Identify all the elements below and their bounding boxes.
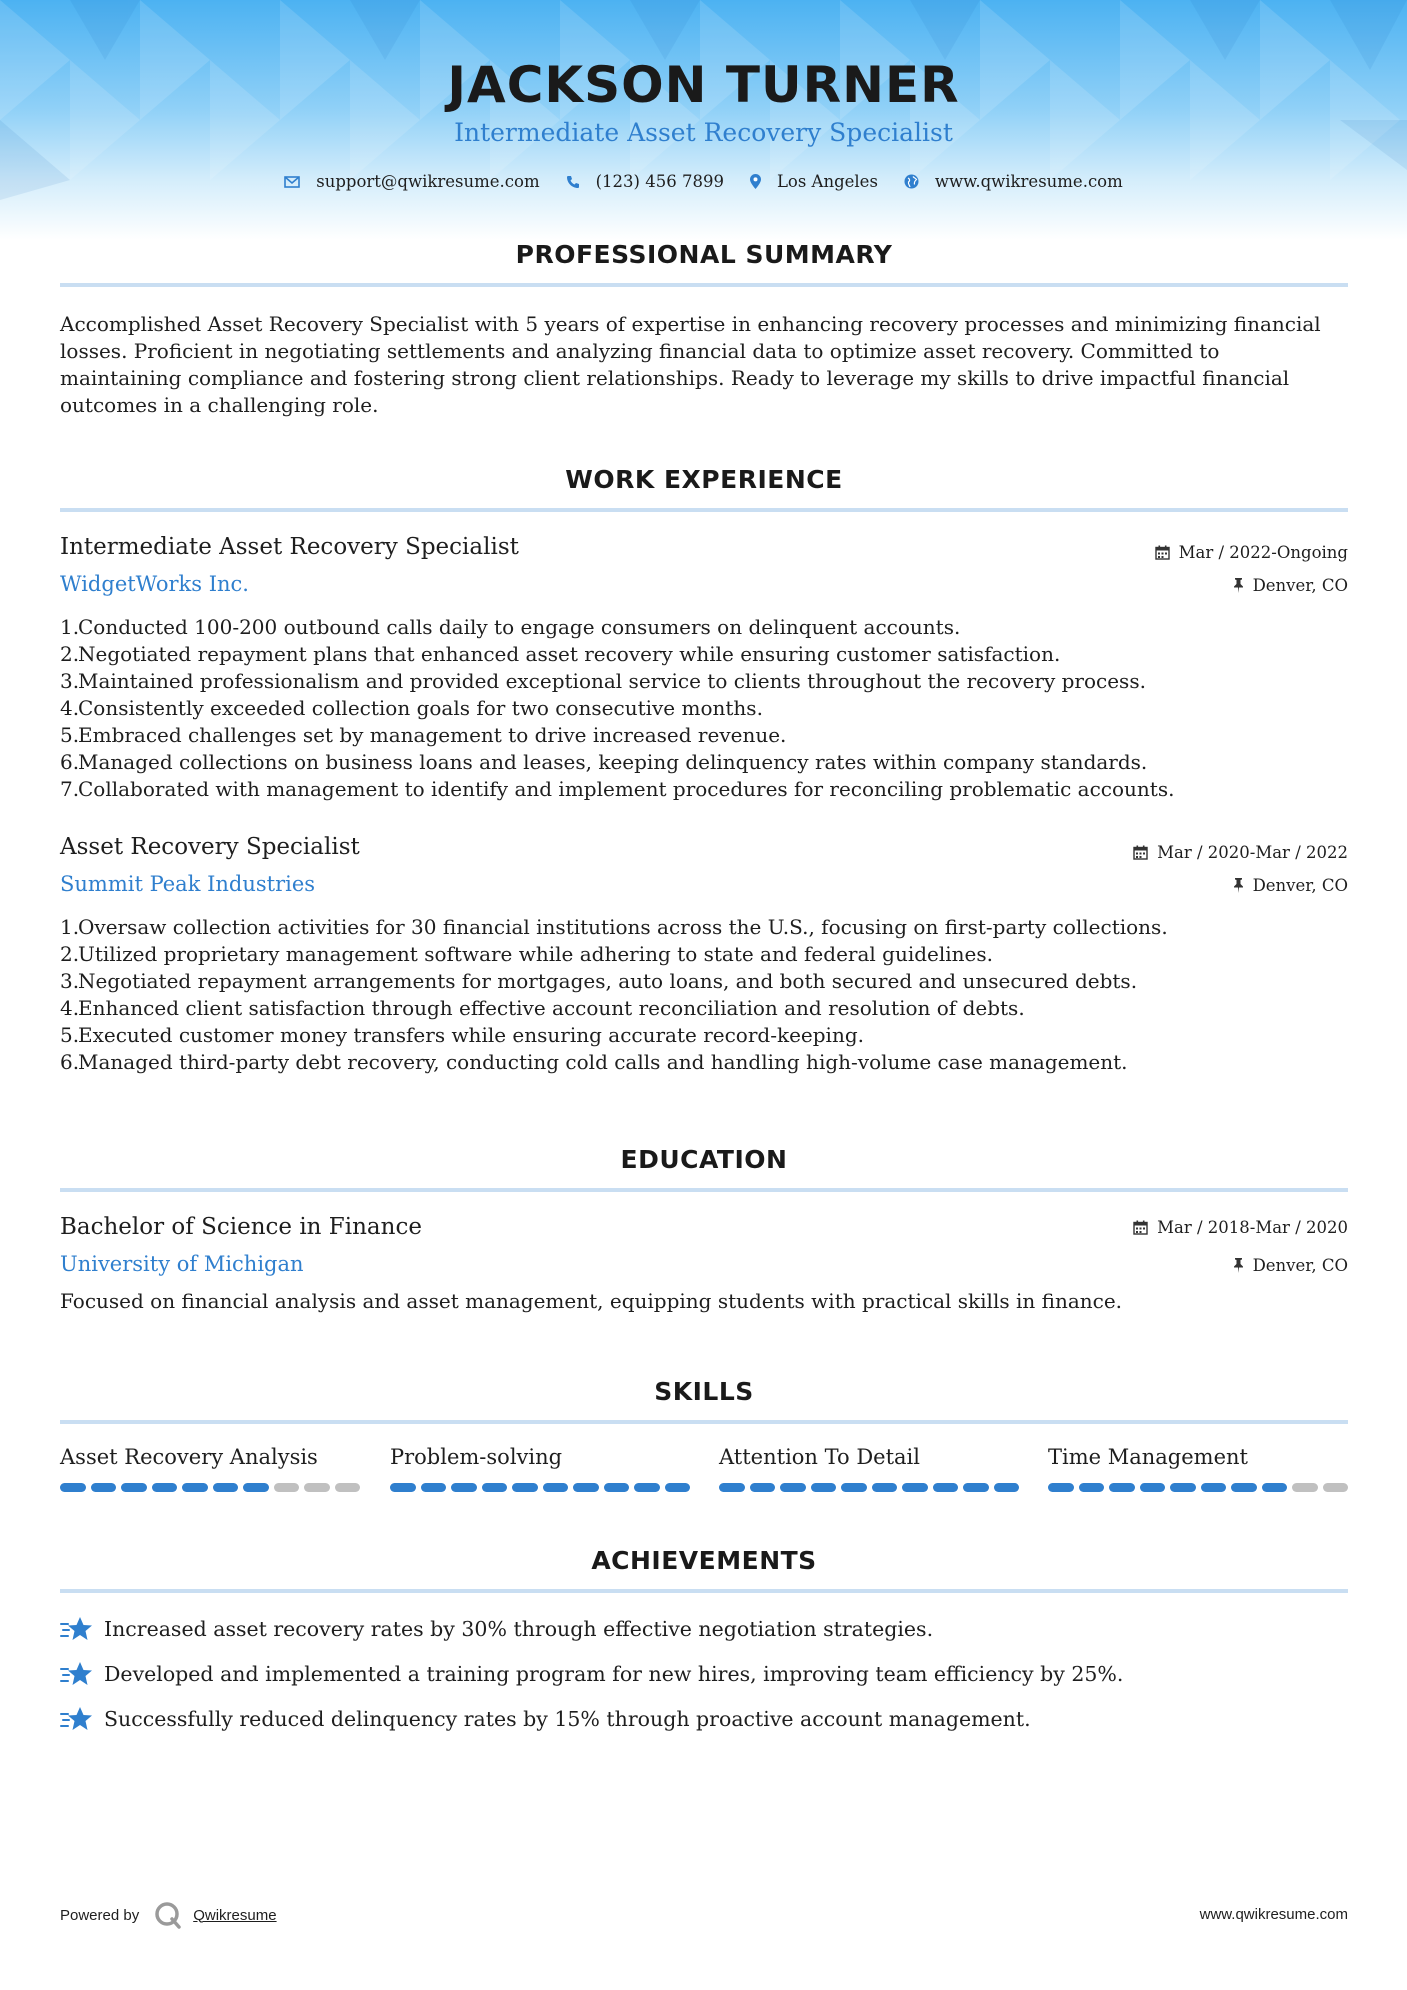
skill-segment-filled [902, 1483, 928, 1492]
skill-segment-empty [1323, 1483, 1349, 1492]
calendar-icon [1133, 1220, 1148, 1235]
location-text: Denver, CO [1252, 576, 1348, 595]
achievement-item [60, 1615, 933, 1643]
location-text: Denver, CO [1252, 876, 1348, 895]
bullet-text: Negotiated repayment plans that enhanced asset recovery while ensuring customer satisfaction. [78, 642, 1061, 666]
skill-segment-filled [665, 1483, 691, 1492]
skill-item [719, 1445, 1019, 1492]
phone-icon [566, 175, 580, 189]
section-title-skills: SKILLS [654, 1377, 754, 1406]
skill-segment-filled [841, 1483, 867, 1492]
skill-segment-filled [719, 1483, 745, 1492]
skill-segment-filled [543, 1483, 569, 1492]
skill-segment-filled [963, 1483, 989, 1492]
skill-name: Asset Recovery Analysis [60, 1445, 318, 1469]
footer-website[interactable]: www.qwikresume.com [1199, 1906, 1348, 1923]
skill-segment-filled [780, 1483, 806, 1492]
dates-text: Mar / 2018-Mar / 2020 [1157, 1218, 1348, 1237]
calendar-icon [1133, 845, 1148, 860]
pushpin-icon [1233, 578, 1244, 593]
company-name: WidgetWorks Inc. [60, 572, 249, 596]
skill-segment-filled [451, 1483, 477, 1492]
list-item: 1. Conducted 100-200 outbound calls daily to engage consumers on delinquent accounts. [60, 615, 961, 639]
bullet-text: Oversaw collection activities for 30 financial institutions across the U.S., focusing on first-party collections. [78, 915, 1168, 939]
bullet-text: Managed collections on business loans and leases, keeping delinquency rates within company standards. [78, 750, 1148, 774]
skill-segment-filled [91, 1483, 117, 1492]
bullet-text: Executed customer money transfers while ensuring accurate record-keeping. [78, 1023, 864, 1047]
bullet-text: Managed third-party debt recovery, conducting cold calls and handling high-volume case management. [78, 1050, 1128, 1074]
skill-segment-filled [1231, 1483, 1257, 1492]
list-item: 2. Negotiated repayment plans that enhanced asset recovery while ensuring customer satisfaction. [60, 642, 1061, 666]
list-item: 6. Managed collections on business loans and leases, keeping delinquency rates within company standards. [60, 750, 1148, 774]
skill-segment-filled [421, 1483, 447, 1492]
bullet-text: Negotiated repayment arrangements for mortgages, auto loans, and both secured and unsecured debts. [78, 969, 1138, 993]
skill-segment-filled [872, 1483, 898, 1492]
brand-link[interactable]: Qwikresume [193, 1906, 277, 1924]
job-title: Asset Recovery Specialist [60, 834, 360, 860]
calendar-icon [1155, 545, 1170, 560]
skill-level-bar [719, 1483, 1019, 1492]
skill-segment-empty [274, 1483, 300, 1492]
section-divider [60, 1420, 1348, 1424]
summary-line: Accomplished Asset Recovery Specialist with 5 years of expertise in enhancing recovery processes and minimizing financial [60, 312, 1321, 336]
section-divider [60, 1188, 1348, 1192]
list-item: 1. Oversaw collection activities for 30 financial institutions across the U.S., focusing on first-party collections. [60, 915, 1168, 939]
skill-segment-empty [304, 1483, 330, 1492]
star-icon [60, 1660, 92, 1688]
skill-segment-filled [60, 1483, 86, 1492]
skill-segment-filled [811, 1483, 837, 1492]
skill-segment-filled [1170, 1483, 1196, 1492]
skill-segment-filled [213, 1483, 239, 1492]
globe-icon [904, 174, 919, 189]
skill-level-bar [1048, 1483, 1348, 1492]
job-location [1233, 876, 1348, 895]
contact-email[interactable] [284, 172, 539, 191]
achievement-text: Developed and implemented a training program for new hires, improving team efficiency by 25%. [104, 1662, 1124, 1686]
list-item: 4. Enhanced client satisfaction through effective account reconciliation and resolution of debts. [60, 996, 1025, 1020]
skill-item [1048, 1445, 1348, 1492]
skill-level-bar [390, 1483, 690, 1492]
skill-segment-filled [182, 1483, 208, 1492]
degree-title: Bachelor of Science in Finance [60, 1214, 422, 1240]
company-name: Summit Peak Industries [60, 872, 316, 896]
email-text: support@qwikresume.com [316, 172, 540, 191]
bullet-text: Enhanced client satisfaction through effective account reconciliation and resolution of debts. [78, 996, 1025, 1020]
contact-website[interactable] [904, 172, 1123, 191]
bullet-text: Embraced challenges set by management to drive increased revenue. [78, 723, 787, 747]
envelope-icon [284, 176, 300, 188]
bullet-text: Consistently exceeded collection goals for two consecutive months. [78, 696, 763, 720]
skill-segment-filled [1048, 1483, 1074, 1492]
website-text: www.qwikresume.com [934, 172, 1123, 191]
school-name: University of Michigan [60, 1252, 304, 1276]
job-location [1233, 576, 1348, 595]
skill-segment-filled [1201, 1483, 1227, 1492]
powered-by-label: Powered by [60, 1906, 140, 1924]
skill-segment-filled [243, 1483, 269, 1492]
skill-item [390, 1445, 690, 1492]
pushpin-icon [1233, 878, 1244, 893]
achievement-item [60, 1705, 1031, 1733]
job-dates [1133, 843, 1348, 862]
list-item: 5. Embraced challenges set by management to drive increased revenue. [60, 723, 787, 747]
skill-segment-filled [604, 1483, 630, 1492]
location-text: Los Angeles [776, 172, 878, 191]
summary-text [60, 311, 1350, 419]
contact-location [750, 172, 878, 191]
phone-text: (123) 456 7899 [595, 172, 724, 191]
skill-segment-filled [634, 1483, 660, 1492]
candidate-name: JACKSON TURNER [447, 56, 960, 114]
skill-name: Problem-solving [390, 1445, 563, 1469]
summary-line: outcomes in a challenging role. [60, 393, 379, 417]
list-item: 3. Maintained professionalism and provided exceptional service to clients throughout the recovery process. [60, 669, 1146, 693]
job-bullets [60, 914, 1350, 1076]
footer-powered-by [60, 1900, 277, 1930]
achievement-text: Successfully reduced delinquency rates by 15% through proactive account management. [104, 1707, 1031, 1731]
education-location [1233, 1256, 1348, 1275]
skill-segment-filled [152, 1483, 178, 1492]
candidate-title: Intermediate Asset Recovery Specialist [454, 118, 953, 147]
bullet-text: Collaborated with management to identify and implement procedures for reconciling problematic accounts. [78, 777, 1175, 801]
skill-segment-filled [1079, 1483, 1105, 1492]
qwikresume-logo-icon [153, 1900, 183, 1930]
skill-segment-filled [390, 1483, 416, 1492]
section-divider [60, 508, 1348, 512]
list-item: 5. Executed customer money transfers while ensuring accurate record-keeping. [60, 1023, 864, 1047]
job-title: Intermediate Asset Recovery Specialist [60, 534, 519, 560]
job-bullets [60, 614, 1350, 803]
skill-segment-filled [933, 1483, 959, 1492]
bullet-text: Utilized proprietary management software while adhering to state and federal guidelines. [78, 942, 993, 966]
section-title-experience: WORK EXPERIENCE [565, 465, 843, 494]
achievement-text: Increased asset recovery rates by 30% through effective negotiation strategies. [104, 1617, 934, 1641]
contact-bar [0, 172, 1407, 191]
skill-segment-filled [1140, 1483, 1166, 1492]
skill-segment-empty [335, 1483, 361, 1492]
skill-segment-filled [994, 1483, 1020, 1492]
skill-segment-filled [512, 1483, 538, 1492]
location-text: Denver, CO [1252, 1256, 1348, 1275]
education-description: Focused on financial analysis and asset management, equipping students with practical skills in finance. [60, 1289, 1123, 1313]
skill-segment-empty [1292, 1483, 1318, 1492]
contact-phone[interactable] [566, 172, 724, 191]
summary-line: maintaining compliance and fostering strong client relationships. Ready to leverage my skills to drive impactful financial [60, 366, 1290, 390]
skill-segment-filled [482, 1483, 508, 1492]
section-title-summary: PROFESSIONAL SUMMARY [515, 240, 893, 269]
pushpin-icon [1233, 1258, 1244, 1273]
skill-name: Time Management [1048, 1445, 1248, 1469]
bullet-text: Conducted 100-200 outbound calls daily to engage consumers on delinquent accounts. [78, 615, 961, 639]
list-item: 7. Collaborated with management to identify and implement procedures for reconciling problematic accounts. [60, 777, 1175, 801]
skill-level-bar [60, 1483, 360, 1492]
dates-text: Mar / 2022-Ongoing [1178, 543, 1348, 562]
summary-line: losses. Proficient in negotiating settlements and analyzing financial data to optimize asset recovery. Committed to [60, 339, 1220, 363]
skill-segment-filled [1262, 1483, 1288, 1492]
list-item: 4. Consistently exceeded collection goals for two consecutive months. [60, 696, 763, 720]
skill-name: Attention To Detail [719, 1445, 920, 1469]
skill-segment-filled [573, 1483, 599, 1492]
skill-item [60, 1445, 360, 1492]
job-dates [1155, 543, 1348, 562]
dates-text: Mar / 2020-Mar / 2022 [1157, 843, 1348, 862]
bullet-text: Maintained professionalism and provided exceptional service to clients throughout the recovery process. [78, 669, 1146, 693]
star-icon [60, 1615, 92, 1643]
star-icon [60, 1705, 92, 1733]
list-item: 6. Managed third-party debt recovery, conducting cold calls and handling high-volume case management. [60, 1050, 1128, 1074]
skill-segment-filled [750, 1483, 776, 1492]
list-item: 2. Utilized proprietary management software while adhering to state and federal guidelines. [60, 942, 993, 966]
section-title-achievements: ACHIEVEMENTS [591, 1546, 817, 1575]
education-dates [1133, 1218, 1348, 1237]
section-divider [60, 1589, 1348, 1593]
list-item: 3. Negotiated repayment arrangements for mortgages, auto loans, and both secured and unsecured debts. [60, 969, 1138, 993]
skill-segment-filled [1109, 1483, 1135, 1492]
section-title-education: EDUCATION [620, 1145, 788, 1174]
skill-segment-filled [121, 1483, 147, 1492]
map-pin-icon [750, 174, 761, 189]
achievement-item [60, 1660, 1123, 1688]
section-divider [60, 283, 1348, 287]
